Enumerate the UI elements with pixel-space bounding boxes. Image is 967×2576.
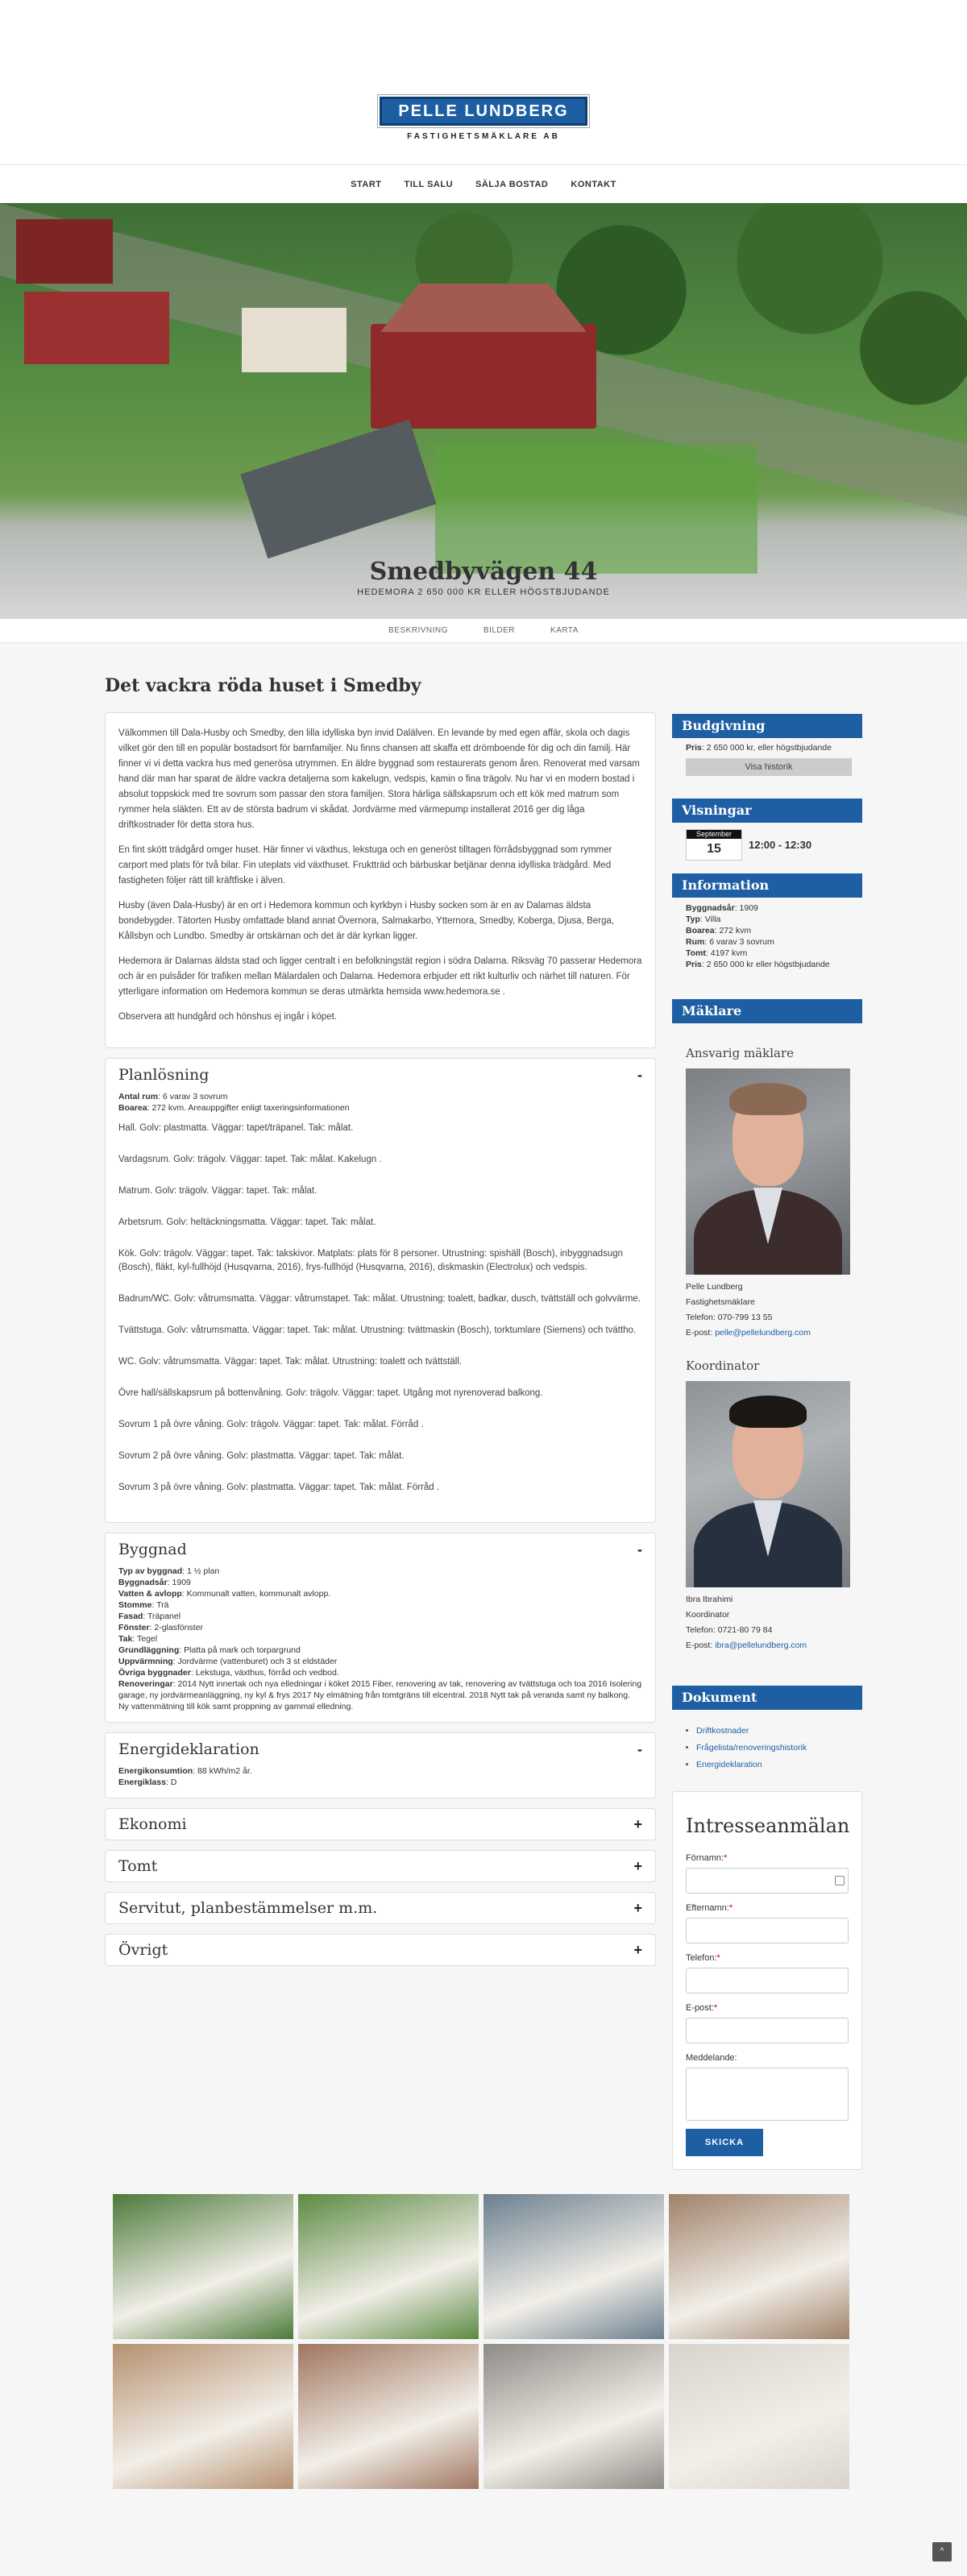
maklare-box	[672, 999, 862, 1653]
email-label: E-post:	[686, 1641, 713, 1650]
room-description: Arbetsrum. Golv: heltäckningsmatta. Väggar: tapet. Tak: målat.	[118, 1217, 376, 1227]
box-title: Information	[672, 873, 862, 898]
fact-value: D	[170, 1777, 177, 1787]
document-list	[672, 1710, 862, 1783]
agent-photo	[686, 1068, 850, 1275]
photo-gallery	[113, 2194, 854, 2489]
fact-key: Energikonsumtion	[118, 1766, 193, 1776]
document-link[interactable]: • Driftkostnader	[696, 1723, 862, 1740]
agent-title: Koordinator	[686, 1610, 730, 1620]
room-description: Tvättstuga. Golv: våtrumsmatta. Väggar: tapet. Tak: målat. Utrustning: tvättmaskin (Bosch), torktumlare (Siemens) och tvättho.	[118, 1325, 637, 1335]
accordion-energideklaration	[105, 1732, 656, 1798]
fact-value: Villa	[704, 915, 721, 924]
phone-input[interactable]	[686, 1968, 849, 1993]
logo-tagline: FASTIGHETSMÄKLARE AB	[407, 132, 560, 141]
accordion-title: Övrigt	[118, 1941, 168, 1959]
accordion-tomt	[105, 1850, 656, 1882]
hero-neighbor-house	[242, 308, 347, 372]
interest-form	[672, 1791, 862, 2170]
accordion-title: Ekonomi	[118, 1815, 187, 1833]
description-paragraph: Husby (även Dala-Husby) är en ort i Hedemora kommun och kyrkbyn i Husby socken som är en av Dalarnas äldsta bondebygder. Tätorten Husby omfattade bland annat Övernora, Salmakarbo, Ytternora, Smedby, Koberga, Djusa, Berga, Kållsbyn och Lundbo. Smedby är ortskärnan och det är där kyrkan ligger.	[118, 901, 614, 941]
tab-beskrivning[interactable]: BESKRIVNING	[388, 626, 448, 635]
fact-value: 1909	[739, 903, 758, 913]
page-title: Det vackra röda huset i Smedby	[105, 675, 421, 696]
fact-value: Lekstuga, växthus, förråd och vedbod.	[195, 1668, 339, 1678]
fact-row: Vatten & avlopp: Kommunalt vatten, kommunalt avlopp.	[118, 1589, 331, 1599]
accordion-title: Tomt	[118, 1857, 158, 1875]
required-mark: *	[713, 2003, 718, 2013]
fact-value: 1 ½ plan	[187, 1566, 220, 1576]
fact-row: Renoveringar: 2014 Nytt innertak och nya elledningar i köket 2015 Fiber, renovering av tak, renovering av tvättstuga och toa 2016 Isolering garage, ny jordvärmeanläggning, ny kyl & frys 2017 Ny elmätning från tomtgräns till elcentral. 2018 Nytt tak på veranda samt ny balkong. Ny vattenmätning till kök samt proppning av gammal elledning.	[118, 1679, 642, 1711]
photo-hair	[729, 1396, 807, 1428]
agent-info	[686, 1592, 862, 1653]
email-label: E-post:	[686, 1328, 713, 1338]
accordion-title: Byggnad	[118, 1541, 187, 1558]
fact-row: Antal rum: 6 varav 3 sovrum	[118, 1092, 228, 1101]
email-input[interactable]	[686, 2018, 849, 2043]
accordion-header[interactable]	[106, 1935, 655, 1965]
fact-row: Grundläggning: Platta på mark och torpargrund	[118, 1645, 301, 1655]
fact-row: Tomt: 4197 kvm	[686, 948, 748, 958]
room-description: Övre hall/sällskapsrum på bottenvåning. Golv: trägolv. Väggar: tapet. Utgång mot nyrenoverad balkong.	[118, 1388, 543, 1398]
box-title: Visningar	[672, 799, 862, 823]
form-label	[686, 1953, 849, 1963]
dokument-box	[672, 1686, 862, 1783]
accordion-planlosning	[105, 1058, 656, 1523]
fact-key: Övriga byggnader	[118, 1668, 191, 1678]
accordion-title: Planlösning	[118, 1066, 210, 1084]
fact-value: 1909	[172, 1578, 191, 1587]
scroll-to-top-button[interactable]: ^	[932, 2542, 952, 2561]
fact-row: Fönster: 2-glasfönster	[118, 1623, 204, 1632]
gallery-thumbnail[interactable]	[484, 2194, 664, 2339]
agent-email-link[interactable]: ibra@pellelundberg.com	[715, 1641, 807, 1650]
content	[105, 643, 862, 2170]
description-paragraph: Hedemora är Dalarnas äldsta stad och ligger centralt i en befolkningstät region i södra Dalarna. Riksväg 70 passerar Hedemora och är en pulsåder för trafiken mellan Mälardalen och Dalarna. Hedemora erbjuder ett rikt kulturliv och närhet till naturen. För ytterligare information om Hedemora kommun se deras utmärkta hemsida www.hedemora.se .	[118, 956, 642, 997]
agent-role-heading: Koordinator	[686, 1359, 760, 1373]
viewing-item[interactable]	[672, 823, 862, 870]
fact-key: Fasad	[118, 1612, 143, 1621]
fact-value: 6 varav 3 sovrum	[162, 1092, 228, 1101]
submit-button[interactable]: SKICKA	[686, 2129, 763, 2156]
agent-photo	[686, 1381, 850, 1587]
view-history-button[interactable]: Visa historik	[686, 758, 852, 776]
price-label: Pris	[686, 743, 702, 753]
fact-value: 88 kWh/m2 år.	[197, 1766, 252, 1776]
accordion-header[interactable]	[106, 1851, 655, 1881]
nav-kontakt[interactable]: KONTAKT	[571, 179, 616, 189]
fact-row: Energikonsumtion: 88 kWh/m2 år.	[118, 1766, 252, 1776]
tab-bilder[interactable]: BILDER	[483, 626, 516, 635]
fact-key: Grundläggning	[118, 1645, 180, 1655]
fact-row: Byggnadsår: 1909	[686, 903, 758, 913]
fact-row: Boarea: 272 kvm. Areauppgifter enligt taxeringsinformationen	[118, 1103, 350, 1113]
room-description: Vardagsrum. Golv: trägolv. Väggar: tapet. Tak: målat. Kakelugn .	[118, 1155, 382, 1164]
photo-hair	[729, 1083, 807, 1115]
fact-value: 272 kvm	[719, 926, 752, 935]
viewing-time: 12:00 - 12:30	[749, 839, 812, 851]
nav-start[interactable]: START	[351, 179, 382, 189]
label-text: E-post:	[686, 2003, 714, 2013]
sidebar	[672, 675, 862, 2170]
fact-key: Pris	[686, 960, 702, 969]
nav-salja-bostad[interactable]: SÄLJA BOSTAD	[475, 179, 549, 189]
required-mark: *	[716, 1953, 720, 1963]
fact-value: 4197 kvm	[710, 948, 748, 958]
fact-key: Stomme	[118, 1600, 152, 1610]
main-nav	[0, 164, 967, 203]
gallery-thumbnail[interactable]	[484, 2344, 664, 2489]
form-label: Meddelande:	[686, 2053, 737, 2063]
box-title: Mäklare	[672, 999, 862, 1023]
accordion-header[interactable]	[106, 1059, 655, 1091]
hero-red-house	[371, 324, 596, 429]
fact-row: Fasad: Träpanel	[118, 1612, 181, 1621]
expand-icon[interactable]: +	[633, 1899, 642, 1916]
fact-key: Tak	[118, 1634, 133, 1644]
gallery-thumbnail[interactable]	[113, 2194, 293, 2339]
agent-role-heading: Ansvarig mäklare	[686, 1046, 794, 1060]
information-box	[672, 873, 862, 980]
form-label	[686, 2003, 849, 2013]
room-description: Sovrum 3 på övre våning. Golv: plastmatta. Väggar: tapet. Tak: målat. Förråd .	[118, 1483, 440, 1492]
firstname-input[interactable]	[686, 1868, 849, 1894]
box-title: Budgivning	[672, 714, 862, 738]
property-price-line: HEDEMORA 2 650 000 KR ELLER HÖGSTBJUDANDE	[357, 587, 610, 597]
accordion-servitut	[105, 1892, 656, 1924]
agent-phone[interactable]: Telefon: 0721-80 79 84	[686, 1625, 773, 1635]
accordion-header[interactable]	[106, 1893, 655, 1923]
description-paragraph: Välkommen till Dala-Husby och Smedby, den lilla idylliska byn invid Dalälven. En levande by med egen affär, skola och dagis vilket gör den till en populär bostadsort för barnfamiljer. Nu finns chansen att skaffa ett drömboende för dig och din familj. Här finner vi vi detta vackra hus med generösa utrymmen. En äldre byggnad som restaurerats genom åren. Renoverat med varsam hand där man har sparat de äldre vackra detaljerna som kakelugn, vedspis, kamin o fina trägolv. Nu har vi en modern bostad i absolut toppskick med tre sovrum som passar den stora familjen. Stora härliga sällskapsrum och ett kök med matrum som rymmer hela släkten. Ett av de största badrum vi skådat. Jordvärme med värmepump installerat 2016 ger dig låga driftkostnader för detta stora hus.	[118, 728, 640, 830]
expand-icon[interactable]: +	[633, 1815, 642, 1832]
fact-row: Rum: 6 varav 3 sovrum	[686, 937, 774, 947]
box-body: Pris: 2 650 000 kr, eller högstbjudande	[686, 743, 832, 753]
fact-value: 272 kvm. Areauppgifter enligt taxeringsinformationen	[151, 1103, 350, 1113]
fact-value: Tegel	[136, 1634, 158, 1644]
fact-key: Renoveringar	[118, 1679, 173, 1689]
agent-email-link[interactable]: pelle@pellelundberg.com	[715, 1328, 811, 1338]
gallery-thumbnail[interactable]	[669, 2344, 849, 2489]
property-subnav	[0, 619, 967, 643]
fact-value: 2-glasfönster	[154, 1623, 204, 1632]
label-text: Förnamn:	[686, 1853, 724, 1863]
fact-row: Uppvärmning: Jordvärme (vattenburet) och 3 st eldstäder	[118, 1657, 338, 1666]
budgivning-box	[672, 714, 862, 776]
collapse-icon[interactable]: -	[637, 1740, 642, 1757]
agent-phone[interactable]: Telefon: 070-799 13 55	[686, 1313, 773, 1322]
accordion-byggnad	[105, 1533, 656, 1723]
fact-key: Tomt	[686, 948, 706, 958]
agent-name: Ibra Ibrahimi	[686, 1595, 733, 1604]
description-card	[105, 712, 656, 1048]
fact-key: Antal rum	[118, 1092, 159, 1101]
fact-value: Platta på mark och torpargrund	[184, 1645, 301, 1655]
fact-key: Vatten & avlopp	[118, 1589, 182, 1599]
room-description: Hall. Golv: plastmatta. Väggar: tapet/träpanel. Tak: målat.	[118, 1123, 354, 1133]
box-title: Dokument	[672, 1686, 862, 1710]
hero-neighbor-house	[16, 219, 113, 284]
room-description: Kök. Golv: trägolv. Väggar: tapet. Tak: takskivor. Matplats: plats för 8 personer. Utrustning: spishäll (Bosch), inbyggnadsugn (Bosch), fläkt, kyl-fullhöjd (Husqvarna, 2016), frys-fullhöjd (Husqvarna, 2016), diskmaskin (Electrolux) och vedspis.	[118, 1249, 624, 1272]
fact-value: 6 varav 3 sovrum	[709, 937, 774, 947]
accordion-ovrigt	[105, 1934, 656, 1966]
fact-value: Kommunalt vatten, kommunalt avlopp.	[186, 1589, 331, 1599]
fact-row: Boarea: 272 kvm	[686, 926, 752, 935]
description-paragraph: Observera att hundgård och hönshus ej ingår i köpet.	[118, 1012, 338, 1022]
fact-key: Energiklass	[118, 1777, 166, 1787]
fact-row: Pris: 2 650 000 kr eller högstbjudande	[686, 960, 830, 969]
hero-image	[0, 203, 967, 619]
site-header	[0, 0, 967, 164]
agent-info	[686, 1280, 862, 1341]
form-label	[686, 1903, 849, 1913]
property-address: Smedbyvägen 44	[369, 558, 598, 586]
fact-value: Jordvärme (vattenburet) och 3 st eldstäder	[177, 1657, 338, 1666]
left-column	[105, 675, 656, 2170]
agent-title: Fastighetsmäklare	[686, 1297, 755, 1307]
fact-value: Trä	[156, 1600, 169, 1610]
message-textarea[interactable]	[686, 2068, 849, 2121]
room-description: Sovrum 2 på övre våning. Golv: plastmatta. Väggar: tapet. Tak: målat.	[118, 1451, 405, 1461]
expand-icon[interactable]: +	[633, 1941, 642, 1958]
calendar-month: September	[687, 830, 741, 839]
hero-lawn	[435, 445, 757, 574]
document-link[interactable]: • Frågelista/renoveringshistorik	[696, 1740, 862, 1757]
collapse-icon[interactable]: -	[637, 1541, 642, 1558]
room-description: WC. Golv: våtrumsmatta. Väggar: tapet. Tak: målat. Utrustning: toalett och tvättställ.	[118, 1357, 463, 1367]
required-mark: *	[728, 1903, 733, 1913]
fact-key: Byggnadsår	[118, 1578, 168, 1587]
price-value: 2 650 000 kr, eller högstbjudande	[706, 743, 832, 753]
fact-key: Fönster	[118, 1623, 150, 1632]
accordion-body	[106, 1091, 655, 1522]
visningar-box	[672, 799, 862, 870]
hero-caption	[0, 558, 967, 597]
label-text: Efternamn:	[686, 1903, 729, 1913]
fact-key: Typ	[686, 915, 700, 924]
accordion-header[interactable]	[106, 1533, 655, 1566]
fact-row: Byggnadsår: 1909	[118, 1578, 191, 1587]
accordion-body	[106, 1566, 655, 1722]
fact-value: Träpanel	[147, 1612, 181, 1621]
fact-key: Boarea	[686, 926, 715, 935]
label-text: Telefon:	[686, 1953, 717, 1963]
description-paragraph: En fint skött trädgård omger huset. Här finner vi växthus, lekstuga och en generöst tilltagen förrådsbyggnad som rymmer carport med plats för två bilar. Fin uteplats vid växthuset. Fruktträd och bärbuskar betjänar denna idylliska trädgård. Med fastigheten följer rätt till kräftfiske i älven.	[118, 845, 612, 886]
room-list	[118, 1122, 642, 1495]
nav-till-salu[interactable]: TILL SALU	[404, 179, 454, 189]
fact-row: Energiklass: D	[118, 1777, 177, 1787]
expand-icon[interactable]: +	[633, 1857, 642, 1874]
fact-key: Boarea	[118, 1103, 147, 1113]
calendar-icon	[686, 829, 742, 861]
fact-value: 2 650 000 kr eller högstbjudande	[706, 960, 830, 969]
accordion-header[interactable]	[106, 1809, 655, 1840]
calendar-day: 15	[707, 842, 721, 856]
fact-row: Stomme: Trä	[118, 1600, 169, 1610]
fact-key: Rum	[686, 937, 705, 947]
logo[interactable]	[375, 97, 592, 141]
fact-key: Typ av byggnad	[118, 1566, 183, 1576]
tab-karta[interactable]: KARTA	[550, 626, 579, 635]
accordion-ekonomi	[105, 1808, 656, 1840]
hero-neighbor-house	[24, 292, 169, 364]
accordion-body	[106, 1765, 655, 1798]
room-description: Matrum. Golv: trägolv. Väggar: tapet. Tak: målat.	[118, 1186, 317, 1196]
agent-name: Pelle Lundberg	[686, 1282, 743, 1292]
accordion-header[interactable]	[106, 1733, 655, 1765]
fact-row: Övriga byggnader: Lekstuga, växthus, förråd och vedbod.	[118, 1668, 339, 1678]
fact-row: Tak: Tegel	[118, 1634, 158, 1644]
gallery-thumbnail[interactable]	[669, 2194, 849, 2339]
room-description: Badrum/WC. Golv: våtrumsmatta. Väggar: våtrumstapet. Tak: målat. Utrustning: toalett, badkar, dusch, tvättställ och golvvärme.	[118, 1294, 641, 1304]
gallery-thumbnail[interactable]	[113, 2344, 293, 2489]
fact-value: 2014 Nytt innertak och nya elledningar i köket 2015 Fiber, renovering av tak, renovering av tvättstuga och toa 2016 Isolering garage, ny jordvärmeanläggning, ny kyl & frys 2017 Ny elmätning från tomtgräns till elcentral. 2018 Nytt tak på veranda samt ny balkong. Ny vattenmätning till kök samt proppning av gammal elledning.	[118, 1679, 642, 1711]
fact-row: Typ: Villa	[686, 915, 721, 924]
gallery-thumbnail[interactable]	[298, 2194, 479, 2339]
gallery-thumbnail[interactable]	[298, 2344, 479, 2489]
accordion-title: Servitut, planbestämmelser m.m.	[118, 1899, 378, 1917]
fact-key: Uppvärmning	[118, 1657, 173, 1666]
required-mark: *	[724, 1853, 728, 1863]
collapse-icon[interactable]: -	[637, 1066, 642, 1083]
form-label	[686, 1853, 849, 1863]
accordion-title: Energideklaration	[118, 1740, 259, 1758]
fact-key: Byggnadsår	[686, 903, 735, 913]
form-title: Intresseanmälan	[686, 1815, 850, 1837]
room-description: Sovrum 1 på övre våning. Golv: trägolv. Väggar: tapet. Tak: målat. Förråd .	[118, 1420, 424, 1429]
fact-row: Typ av byggnad: 1 ½ plan	[118, 1566, 220, 1576]
keyboard-icon	[835, 1876, 845, 1885]
box-body	[672, 898, 862, 980]
lastname-input[interactable]	[686, 1918, 849, 1943]
logo-name: PELLE LUNDBERG	[380, 97, 587, 126]
document-link[interactable]: • Energideklaration	[696, 1757, 862, 1773]
